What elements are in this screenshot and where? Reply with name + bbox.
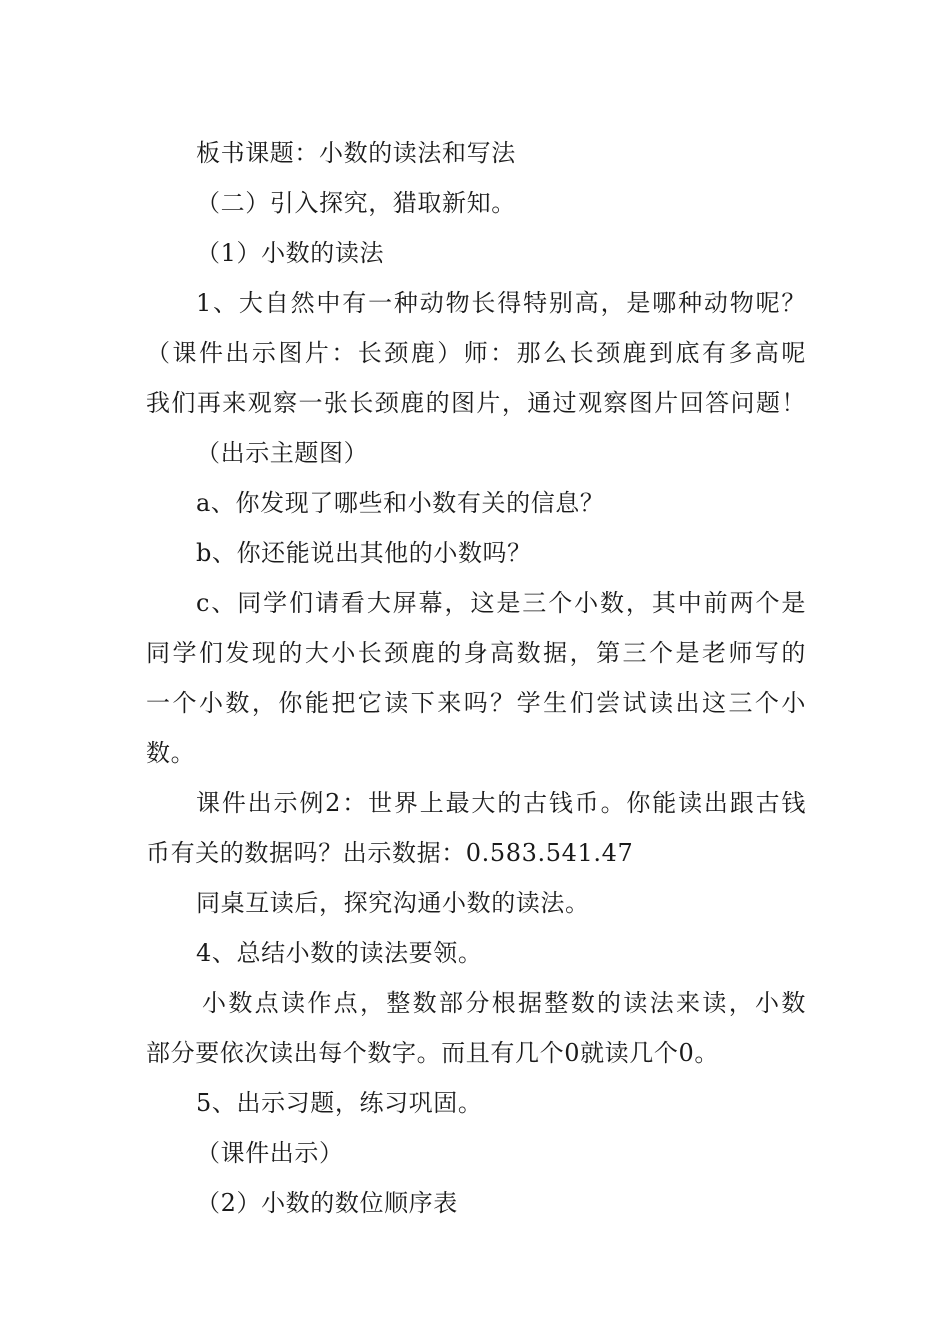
subsection-heading-reading: （1）小数的读法	[196, 239, 385, 267]
question-a: a、你发现了哪些和小数有关的信息？	[196, 489, 605, 517]
paragraph-reading-rules-line-1: 小数点读作点，整数部分根据整数的读法来读，小数	[202, 989, 806, 1017]
document-body	[146, 128, 806, 1228]
paragraph-giraffe-line-3: 我们再来观察一张长颈鹿的图片，通过观察图片回答问题！	[146, 389, 806, 417]
paragraph-giraffe-line-2: （课件出示图片：长颈鹿）师：那么长颈鹿到底有多高呢	[146, 339, 806, 367]
question-c-line-1: c、同学们请看大屏幕，这是三个小数，其中前两个是	[196, 589, 806, 617]
question-c-line-4: 数。	[146, 739, 196, 767]
paragraph-show-theme-image: （出示主题图）	[196, 439, 369, 467]
step-4-summary: 4、总结小数的读法要领。	[196, 939, 483, 967]
question-c-line-2: 同学们发现的大小长颈鹿的身高数据，第三个是老师写的	[146, 639, 806, 667]
paragraph-courseware-show: （课件出示）	[196, 1139, 344, 1167]
paragraph-giraffe-line-1: 1、大自然中有一种动物长得特别高，是哪种动物呢？	[196, 289, 806, 317]
step-5-exercises: 5、出示习题，练习巩固。	[196, 1089, 483, 1117]
paragraph-example-2-line-2: 币有关的数据吗？出示数据：0.583.541.47	[146, 839, 634, 867]
question-b: b、你还能说出其他的小数吗？	[196, 539, 532, 567]
paragraph-blackboard-title: 板书课题：小数的读法和写法	[196, 139, 516, 167]
question-c-line-3: 一个小数，你能把它读下来吗？学生们尝试读出这三个小	[146, 689, 806, 717]
subsection-heading-place-value-table: （2）小数的数位顺序表	[196, 1189, 458, 1217]
paragraph-reading-rules-line-2: 部分要依次读出每个数字。而且有几个0就读几个0。	[146, 1039, 719, 1067]
paragraph-desk-mate-reading: 同桌互读后，探究沟通小数的读法。	[196, 889, 590, 917]
paragraph-example-2-line-1: 课件出示例2：世界上最大的古钱币。你能读出跟古钱	[196, 789, 806, 817]
section-heading-introduce: （二）引入探究，猎取新知。	[196, 189, 516, 217]
